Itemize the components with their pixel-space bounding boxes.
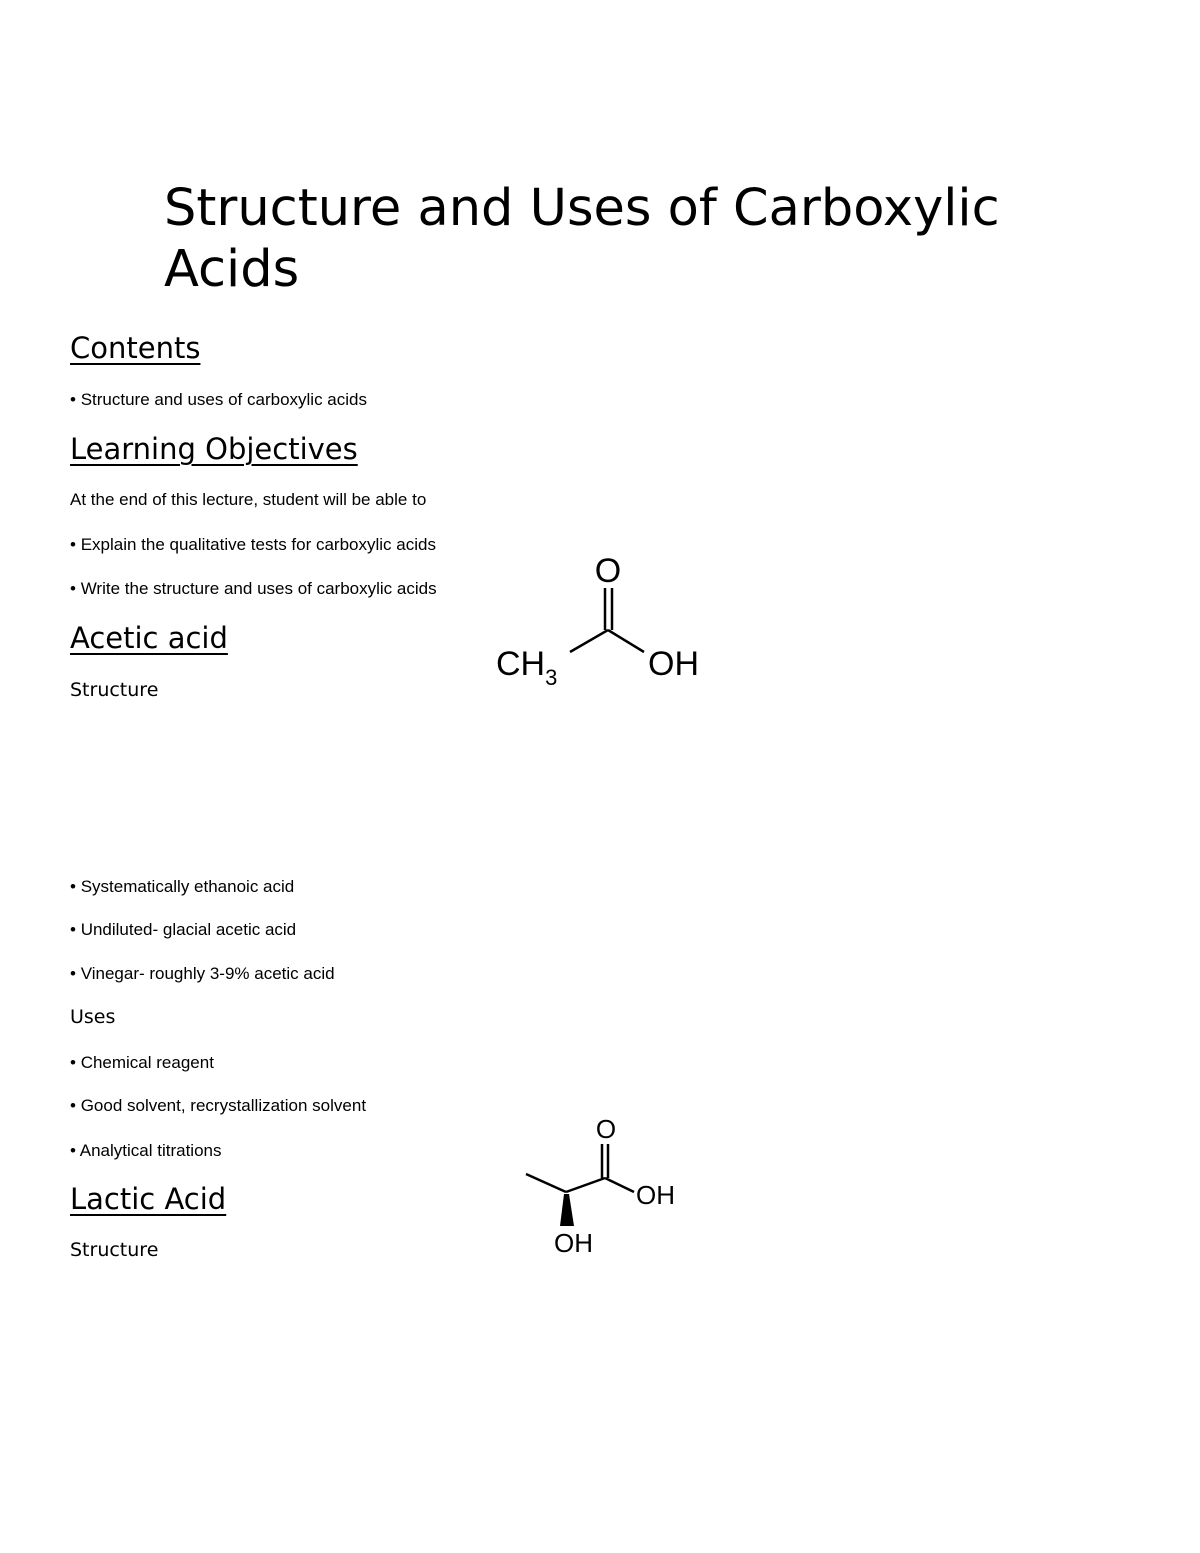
objective-item: [70, 534, 436, 556]
acetic-carbonyl-o: O: [594, 552, 622, 590]
acetic-acid-structure: [488, 548, 718, 688]
acetic-bond-hydroxyl: [608, 630, 644, 652]
bullet: •: [70, 1053, 76, 1072]
lactic-wedge-bond: [560, 1194, 574, 1226]
bullet: •: [70, 877, 76, 896]
lactic-bond-carboxyl: [566, 1178, 605, 1192]
acetic-hydroxyl-label: OH: [648, 645, 699, 683]
acetic-use-text: Analytical titrations: [79, 1141, 222, 1160]
contents-item-text: Structure and uses of carboxylic acids: [80, 390, 367, 409]
lactic-acid-structure: [518, 1108, 698, 1260]
acetic-methyl-ch: CH: [496, 645, 546, 683]
bullet: •: [70, 920, 76, 939]
bullet: •: [70, 390, 76, 409]
lactic-alpha-oh-label: OH: [554, 1228, 593, 1258]
contents-item: [70, 389, 367, 411]
lactic-structure-label: Structure: [70, 1239, 159, 1261]
objective-item: [70, 578, 437, 600]
lactic-bond-methyl: [526, 1174, 566, 1192]
contents-heading: Contents: [70, 331, 201, 365]
acetic-structure-label: Structure: [70, 679, 159, 701]
acetic-bond-methyl: [570, 630, 608, 652]
acetic-fact-text: Vinegar- roughly 3-9% acetic acid: [80, 964, 335, 983]
bullet: •: [70, 1096, 76, 1115]
bullet: •: [70, 579, 76, 598]
acetic-fact-item: [70, 876, 294, 898]
acetic-methyl-label: [496, 645, 557, 688]
objective-item-text: Write the structure and uses of carboxylic acids: [80, 579, 437, 598]
acetic-fact-text: Undiluted- glacial acetic acid: [80, 920, 297, 939]
acetic-use-text: Good solvent, recrystallization solvent: [80, 1096, 367, 1115]
lactic-bond-hydroxyl: [605, 1178, 634, 1192]
bullet: •: [70, 964, 76, 983]
acetic-fact-text: Systematically ethanoic acid: [80, 877, 295, 896]
acetic-use-item: [70, 1095, 366, 1117]
learning-objectives-heading: Learning Objectives: [70, 432, 358, 466]
acetic-use-text: Chemical reagent: [80, 1053, 214, 1072]
objective-item-text: Explain the qualitative tests for carboxylic acids: [80, 535, 436, 554]
acetic-use-item: [70, 1140, 221, 1162]
lactic-carbonyl-o: O: [595, 1114, 617, 1144]
lactic-acid-heading: Lactic Acid: [70, 1182, 227, 1216]
acetic-uses-label: Uses: [70, 1006, 116, 1028]
acetic-acid-heading: Acetic acid: [70, 621, 228, 655]
bullet: •: [70, 1141, 76, 1160]
bullet: •: [70, 535, 76, 554]
acetic-use-item: [70, 1052, 214, 1074]
acetic-fact-item: [70, 919, 296, 941]
objectives-intro: At the end of this lecture, student will be able to: [70, 490, 427, 509]
lactic-hydroxyl-label: OH: [636, 1180, 675, 1210]
page-title: Structure and Uses of Carboxylic Acids: [164, 179, 1000, 299]
acetic-methyl-subscript: 3: [545, 665, 558, 688]
acetic-fact-item: [70, 963, 335, 985]
